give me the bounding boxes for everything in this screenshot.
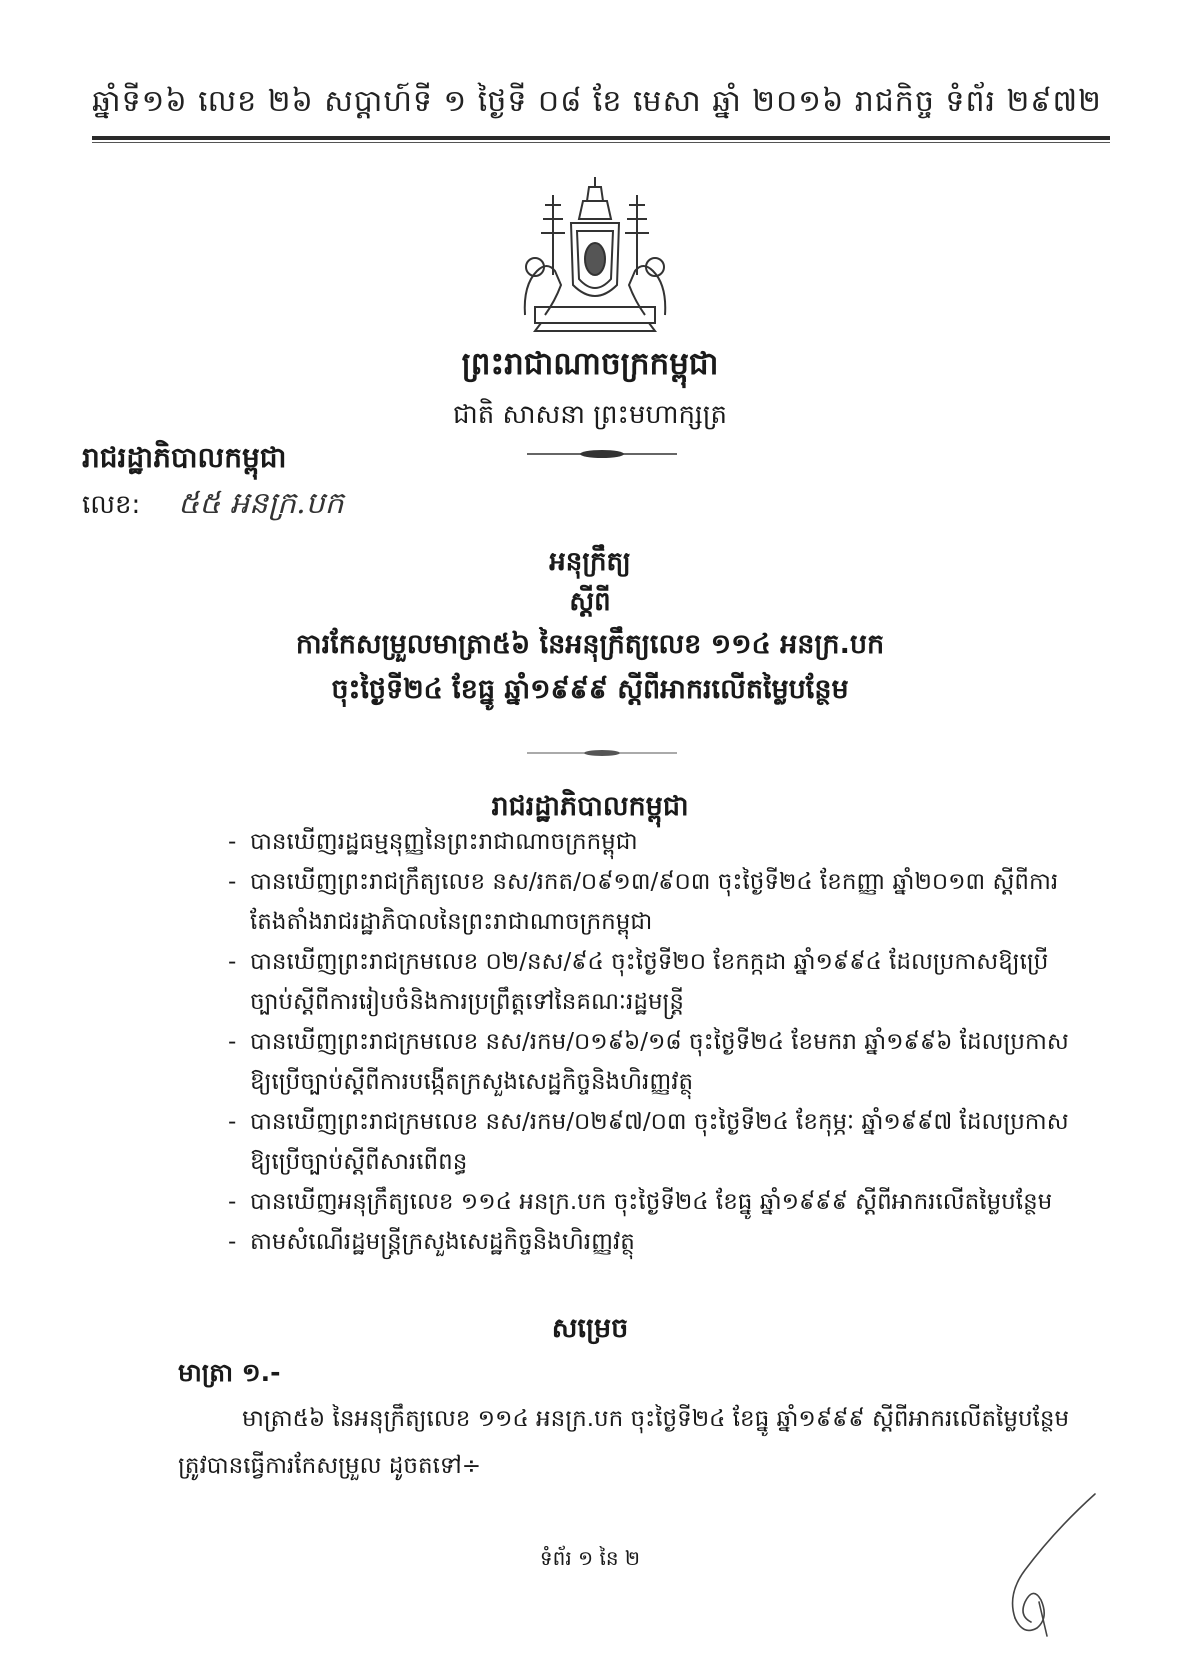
document-title-line-1: ការកែសម្រួលមាត្រា៥៦ នៃអនុក្រឹត្យលេខ ១១៤ អនក្រ.បក	[295, 629, 885, 660]
visa-item: - បានឃើញព្រះរាជក្រមលេខ ០២/នស/៩៤ ចុះថ្ងៃទី២០ ខែកក្កដា ឆ្នាំ១៩៩៤ ដែលប្រកាសឱ្យប្រើ	[228, 949, 1049, 975]
visa-item: - បានឃើញព្រះរាជក្រឹត្យលេខ នស/រកត/០៩១៣/៩០៣ ចុះថ្ងៃទី២៤ ខែកញ្ញា ឆ្នាំ២០១៣ ស្តីពីការ	[228, 869, 1059, 895]
visa-text: បានឃើញព្រះរាជក្រមលេខ ០២/នស/៩៤ ចុះថ្ងៃទី២០ ខែកក្កដា ឆ្នាំ១៩៩៤ ដែលប្រកាសឱ្យប្រើ	[250, 949, 1049, 975]
visa-item: - បានឃើញអនុក្រឹត្យលេខ ១១៤ អនក្រ.បក ចុះថ្ងៃទី២៤ ខែធ្នូ ឆ្នាំ១៩៩៩ ស្តីពីអាករលើតម្លៃបន្ថែម	[228, 1189, 1053, 1215]
document-type: អនុក្រឹត្យ	[549, 547, 631, 577]
visa-list	[228, 822, 1069, 1262]
body-heading: រាជរដ្ឋាភិបាលកម្ពុជា	[491, 791, 689, 822]
royal-coat-of-arms-icon	[505, 175, 685, 335]
visa-text: បានឃើញព្រះរាជក្រមលេខ នស/រកម/០២៩៧/០៣ ចុះថ្ងៃទី២៤ ខែកុម្ភៈ ឆ្នាំ១៩៩៧ ដែលប្រកាស	[250, 1109, 1069, 1135]
handwritten-initial-icon	[985, 1490, 1105, 1640]
page-number: ទំព័រ ១ នៃ ២	[539, 1546, 641, 1570]
visa-text: បានឃើញព្រះរាជក្រមលេខ នស/រកម/០១៩៦/១៨ ចុះថ្ងៃទី២៤ ខែមករា ឆ្នាំ១៩៩៦ ដែលប្រកាស	[250, 1029, 1069, 1055]
visa-text: បានឃើញព្រះរាជក្រឹត្យលេខ នស/រកត/០៩១៣/៩០៣ ចុះថ្ងៃទី២៤ ខែកញ្ញា ឆ្នាំ២០១៣ ស្តីពីការ	[250, 869, 1059, 895]
visa-item: - តាមសំណើរដ្ឋមន្ត្រីក្រសួងសេដ្ឋកិច្ចនិងហិរញ្ញវត្ថុ	[228, 1229, 635, 1255]
document-title-line-2: ចុះថ្ងៃទី២៤ ខែធ្នូ ឆ្នាំ១៩៩៩ ស្តីពីអាករលើតម្លៃបន្ថែម	[331, 674, 849, 705]
ornament-divider-icon	[527, 746, 677, 760]
article-text-line-2: ត្រូវបានធ្វើការកែសម្រួល ដូចតទៅ÷	[178, 1453, 482, 1479]
visa-item: - បានឃើញព្រះរាជក្រមលេខ នស/រកម/០១៩៦/១៨ ចុះថ្ងៃទី២៤ ខែមករា ឆ្នាំ១៩៩៦ ដែលប្រកាស	[228, 1029, 1069, 1055]
kingdom-name: ព្រះរាជាណាចក្រកម្ពុជា	[461, 346, 719, 382]
document-number-handwritten: ៥៥ អនក្រ.បក	[178, 486, 344, 521]
decision-heading: សម្រេច	[551, 1313, 629, 1344]
visa-item-continued: តែងតាំងរាជរដ្ឋាភិបាលនៃព្រះរាជាណាចក្រកម្ពុជា	[250, 909, 653, 935]
national-motto: ជាតិ សាសនា ព្រះមហាក្សត្រ	[453, 400, 727, 430]
gazette-header: ឆ្នាំទី១៦ លេខ ២៦ សប្តាហ៍ទី ១ ថ្ងៃទី ០៨ ខែ មេសា ឆ្នាំ ២០១៦ រាជកិច្ច ទំព័រ ២៩៧២	[92, 84, 1102, 119]
visa-text: បានឃើញរដ្ឋធម្មនុញ្ញនៃព្រះរាជាណាចក្រកម្ពុជា	[250, 829, 638, 855]
document-number-label: លេខ:	[82, 490, 141, 520]
issuer-name: រាជរដ្ឋាភិបាលកម្ពុជា	[82, 441, 287, 474]
article-text-line-1: មាត្រា៥៦ នៃអនុក្រឹត្យលេខ ១១៤ អនក្រ.បក ចុះថ្ងៃទី២៤ ខែធ្នូ ឆ្នាំ១៩៩៩ ស្តីពីអាករលើតម្លៃបន្ថែម	[242, 1406, 1070, 1432]
visa-item: - បានឃើញរដ្ឋធម្មនុញ្ញនៃព្រះរាជាណាចក្រកម្ពុជា	[228, 829, 638, 855]
header-rule-thin	[92, 142, 1110, 143]
visa-item-continued: ឱ្យប្រើច្បាប់ស្តីពីការបង្កើតក្រសួងសេដ្ឋកិច្ចនិងហិរញ្ញវត្ថុ	[250, 1069, 694, 1095]
visa-item: - បានឃើញព្រះរាជក្រមលេខ នស/រកម/០២៩៧/០៣ ចុះថ្ងៃទី២៤ ខែកុម្ភៈ ឆ្នាំ១៩៩៧ ដែលប្រកាស	[228, 1109, 1069, 1135]
ornament-divider-icon	[527, 447, 677, 461]
article-label: មាត្រា ១.-	[178, 1358, 281, 1387]
header-rule	[92, 136, 1110, 140]
visa-text: តាមសំណើរដ្ឋមន្ត្រីក្រសួងសេដ្ឋកិច្ចនិងហិរញ្ញវត្ថុ	[250, 1229, 635, 1255]
visa-item-continued: ច្បាប់ស្តីពីការរៀបចំនិងការប្រព្រឹត្តទៅនៃគណៈរដ្ឋមន្ត្រី	[250, 989, 685, 1015]
visa-text: បានឃើញអនុក្រឹត្យលេខ ១១៤ អនក្រ.បក ចុះថ្ងៃទី២៤ ខែធ្នូ ឆ្នាំ១៩៩៩ ស្តីពីអាករលើតម្លៃបន្ថែម	[250, 1189, 1053, 1215]
document-about: ស្តីពី	[569, 587, 611, 617]
visa-item-continued: ឱ្យប្រើច្បាប់ស្តីពីសារពើពន្ធ	[250, 1149, 468, 1175]
